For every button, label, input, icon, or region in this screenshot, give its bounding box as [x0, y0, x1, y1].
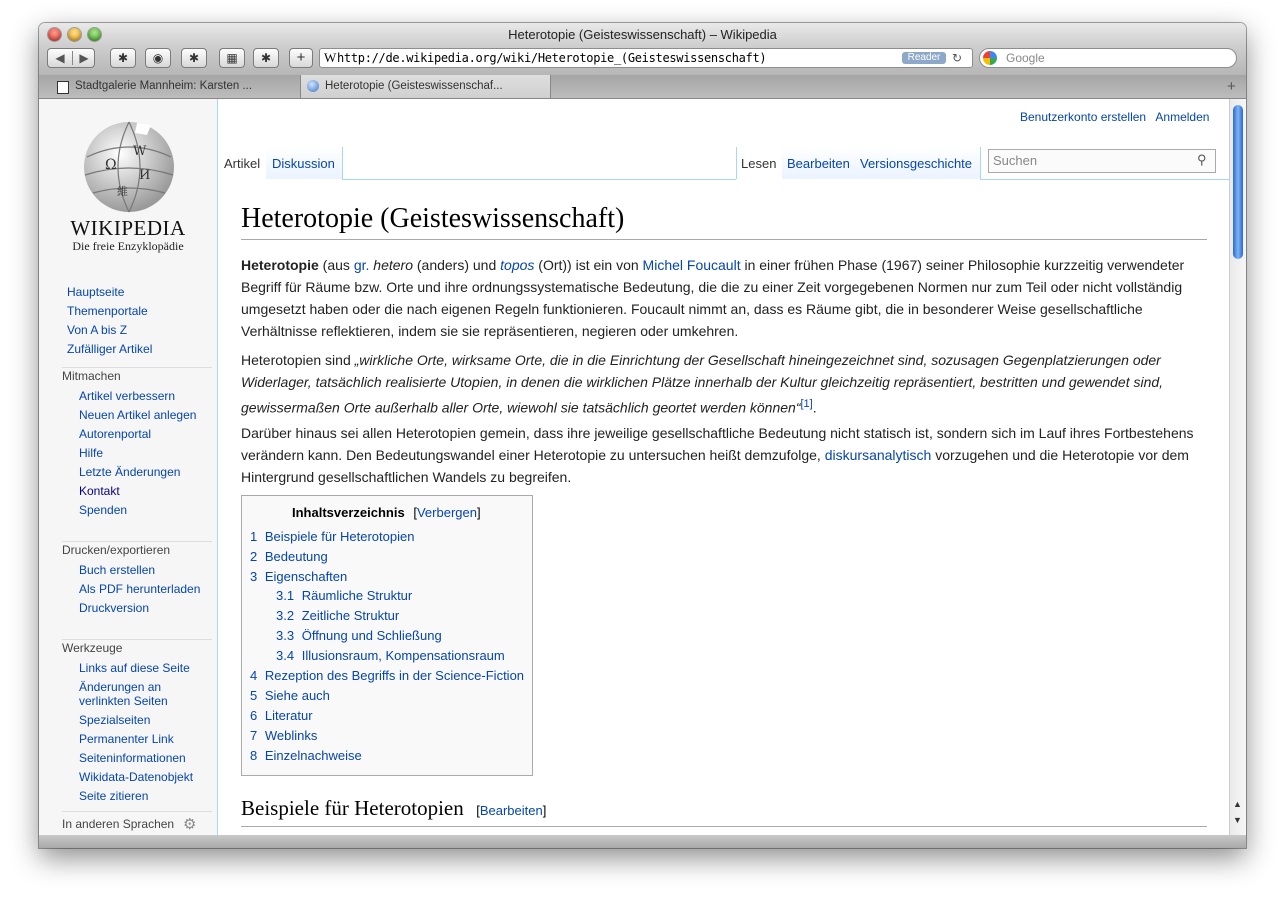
page-title: Heterotopie (Geisteswissenschaft) — [241, 199, 1207, 240]
link-gr[interactable]: gr. — [353, 257, 370, 273]
browser-window — [39, 23, 1246, 848]
tab-label: Lesen — [741, 156, 777, 171]
search-placeholder: Suchen — [993, 153, 1038, 168]
languages-heading: In anderen Sprachen — [62, 817, 175, 831]
reader-button[interactable]: Reader — [902, 52, 946, 64]
toc-number: 2 — [250, 549, 258, 564]
bug-extension-button[interactable] — [110, 48, 136, 68]
link-spezialseiten[interactable]: Spezialseiten — [79, 713, 151, 727]
link-buch-erstellen[interactable]: Buch erstellen — [79, 563, 156, 577]
toc-label: Bedeutung — [264, 549, 328, 564]
grid-icon: ▦ — [226, 51, 238, 65]
toolbar — [39, 45, 1246, 75]
toc-label: Rezeption des Begriffs in der Science-Fiction — [264, 668, 525, 683]
nav-themenportale[interactable]: Themenportale — [67, 304, 148, 318]
toc-subitem[interactable] — [276, 608, 399, 623]
top-sites-button[interactable] — [219, 48, 245, 68]
link-hilfe[interactable]: Hilfe — [79, 446, 104, 460]
vertical-scrollbar[interactable] — [1229, 99, 1246, 835]
link-letzte-aenderungen[interactable]: Letzte Änderungen — [79, 465, 181, 479]
link-autorenportal[interactable]: Autorenportal — [79, 427, 152, 441]
bold-term: Heterotopie — [241, 257, 319, 273]
status-bar — [39, 835, 1246, 848]
reference-link[interactable]: [1] — [800, 398, 813, 410]
zoom-window-button[interactable] — [88, 28, 101, 41]
bug-icon: ✱ — [117, 51, 129, 65]
toc-number: 6 — [250, 708, 258, 723]
bug-extension-button-3[interactable] — [253, 48, 279, 68]
third-paragraph — [241, 422, 1211, 488]
tab-label: Bearbeiten — [787, 156, 850, 171]
text: . — [812, 399, 817, 416]
link-spenden[interactable]: Spenden — [79, 503, 128, 517]
text: Heterotopien sind — [241, 352, 355, 368]
create-account-link[interactable]: Benutzerkonto erstellen — [1020, 110, 1147, 124]
scrollbar-thumb[interactable] — [1233, 105, 1243, 259]
minimize-window-button[interactable] — [68, 28, 81, 41]
tab-label: Diskussion — [272, 156, 335, 171]
link-kontakt[interactable]: Kontakt — [79, 484, 120, 498]
svg-text:W: W — [133, 144, 147, 159]
search-field[interactable] — [979, 48, 1237, 68]
portal-mitmachen — [62, 367, 212, 522]
link-seite-zitieren[interactable]: Seite zitieren — [79, 789, 149, 803]
svg-text:И: И — [139, 168, 151, 183]
toc-number: 3.2 — [276, 608, 295, 623]
new-tab-plus-icon[interactable]: + — [1227, 78, 1236, 95]
toc-label: Öffnung und Schließung — [301, 628, 442, 643]
toc-number: 3.1 — [276, 588, 295, 603]
svg-text:維: 維 — [117, 185, 128, 198]
bracket: ] — [542, 803, 547, 818]
link-topos[interactable]: topos — [500, 257, 535, 273]
tab-label: Stadtgalerie Mannheim: Karsten ... — [75, 80, 253, 92]
toc-item[interactable] — [250, 549, 328, 564]
scroll-up-arrow-icon[interactable]: ▲ — [1233, 799, 1242, 809]
toc-item[interactable] — [250, 529, 414, 544]
tab-lesen[interactable] — [736, 147, 784, 179]
tab-label: Versionsgeschichte — [860, 156, 973, 171]
text: (anders) und — [412, 257, 501, 273]
toc-label: Zeitliche Struktur — [301, 608, 400, 623]
close-window-button[interactable] — [48, 28, 61, 41]
scroll-down-arrow-icon[interactable]: ▼ — [1233, 815, 1242, 825]
nav-von-a-bis-z[interactable]: Von A bis Z — [67, 323, 128, 337]
globe-icon — [307, 80, 319, 92]
reload-icon[interactable]: ↻ — [952, 51, 962, 65]
lens-icon: ◉ — [152, 51, 164, 65]
google-icon — [983, 51, 997, 65]
link-druckversion[interactable]: Druckversion — [79, 601, 150, 615]
text: (Ort)) ist ein von — [534, 257, 643, 273]
tab-artikel[interactable] — [218, 147, 267, 179]
bug-icon: ✱ — [188, 51, 200, 65]
wikipedia-favicon: W — [324, 50, 336, 65]
toc-label: Siehe auch — [264, 688, 330, 703]
link-seiteninformationen[interactable]: Seiteninformationen — [79, 751, 186, 765]
link-michel-foucault[interactable]: Michel Foucault — [642, 257, 741, 273]
link-permanenter-link[interactable]: Permanenter Link — [79, 732, 174, 746]
link-als-pdf[interactable]: Als PDF herunterladen — [79, 582, 201, 596]
toc-number: 3.4 — [276, 648, 295, 663]
search-placeholder: Google — [1006, 51, 1045, 65]
camera-extension-button[interactable] — [145, 48, 171, 68]
sidebar — [39, 99, 218, 835]
toc-number: 3.3 — [276, 628, 295, 643]
languages-portal — [62, 811, 212, 831]
link-wikidata[interactable]: Wikidata-Datenobjekt — [79, 770, 194, 784]
toc-subitem[interactable] — [276, 648, 505, 663]
link-links-auf-diese-seite[interactable]: Links auf diese Seite — [79, 661, 190, 675]
text: Darüber hinaus sei allen Heterotopien gemein, dass ihre jeweilige gesellschaftliche Bedeutung nicht statisch ist, sondern sich im Lauf ihres Fortbestehens verändern kann. Den Bedeutungswandel einer Heterotopie zu untersuchen heißt demzufolge, — [241, 425, 1194, 463]
bracket: ] — [476, 505, 481, 520]
toc-header — [292, 505, 481, 520]
plus-icon: + — [296, 49, 306, 66]
page-content — [39, 99, 1229, 835]
toc-number: 1 — [250, 529, 258, 544]
address-bar[interactable] — [319, 48, 973, 68]
toc-item[interactable] — [250, 688, 330, 703]
toc-subitem[interactable] — [276, 588, 412, 603]
wikipedia-globe-logo[interactable] — [77, 117, 181, 215]
quote-text: „wirkliche Orte, wirksame Orte, die in die Einrichtung der Gesellschaft hineingezeichnet sind, sozusagen Gegenplatzierungen oder Widerlager, tatsächlich realisierte Utopien, in denen die wirklichen Plätze innerhalb der Kultur gleichzeitig repräsentiert, bestritten und gewendet sind, gewissermaßen Orte außerhalb aller Orte, wiewohl sie tatsächlich geortet werden können“ — [241, 352, 1164, 416]
forward-arrow-icon[interactable]: ▶ — [79, 51, 89, 65]
quote-paragraph — [241, 349, 1211, 419]
tab-label: Heterotopie (Geisteswissenschaf... — [325, 80, 503, 92]
portal-werkzeuge — [62, 639, 212, 808]
link-artikel-verbessern[interactable]: Artikel verbessern — [79, 389, 176, 403]
svg-text:Ω: Ω — [105, 157, 117, 173]
toc-number: 5 — [250, 688, 258, 703]
toc-number: 8 — [250, 748, 258, 763]
toc-label: Beispiele für Heterotopien — [264, 529, 415, 544]
section-heading — [241, 796, 1207, 827]
main-navigation — [67, 283, 152, 359]
page-favicon — [57, 81, 69, 94]
toc-label: Weblinks — [264, 728, 318, 743]
window-title: Heterotopie (Geisteswissenschaft) – Wikipedia — [508, 27, 777, 42]
tab-heterotopie[interactable] — [301, 75, 551, 98]
toc-label: Illusionsraum, Kompensationsraum — [301, 648, 505, 663]
italic-hetero: hetero — [373, 257, 413, 273]
toc-number: 4 — [250, 668, 258, 683]
bracket: [ — [413, 505, 417, 520]
portal-heading: Werkzeuge — [62, 641, 123, 655]
wikipedia-tagline: Die freie Enzyklopädie — [72, 239, 184, 253]
toc-label: Räumliche Struktur — [301, 588, 413, 603]
toc-item[interactable] — [250, 728, 317, 743]
nav-hauptseite[interactable]: Hauptseite — [67, 285, 125, 299]
toc-hide-link[interactable]: Verbergen — [416, 505, 477, 520]
toc-item[interactable] — [250, 748, 362, 763]
toc-number: 3 — [250, 569, 258, 584]
section-title: Beispiele für Heterotopien — [241, 796, 464, 820]
tab-bar — [39, 75, 1246, 99]
personal-tools — [1020, 110, 1209, 124]
text: vorzugehen und die Heterotopie vor dem Hintergrund gesellschaftlichen Wandels zu begreifen. — [241, 447, 1189, 485]
add-bookmark-button[interactable] — [289, 48, 313, 68]
tab-stadtgalerie[interactable] — [39, 75, 301, 98]
bracket: [ — [476, 803, 480, 818]
tab-baseline — [980, 179, 1229, 180]
link-diskursanalytisch[interactable]: diskursanalytisch — [824, 447, 932, 463]
section-edit — [476, 803, 546, 818]
table-of-contents — [241, 495, 533, 776]
gear-icon[interactable]: ⚙ — [183, 816, 197, 833]
toc-item[interactable] — [250, 708, 313, 723]
bug-extension-button-2[interactable] — [181, 48, 207, 68]
link-aenderungen-verlinkte[interactable]: Änderungen an verlinkten Seiten — [79, 680, 168, 708]
text: (aus — [318, 257, 354, 273]
text: in einer frühen Phase (1967) seiner Philosophie kurzzeitig verwendeter Begriff für Räume bzw. Orte und ihre ordnungssystematische Bedeutung, die die zu einer Zeit vorgegebenen Normen nur zum Teil oder nicht vollständig umgesetzt haben oder die nach eigenen Regeln funktionieren. Foucault nimmt an, dass es Räume gibt, die in besonderer Weise gesellschaftliche Verhältnisse reflektieren, indem sie sie repräsentieren, negieren oder umkehren. — [241, 257, 1185, 339]
toc-item[interactable] — [250, 668, 524, 683]
tab-versionsgeschichte[interactable] — [854, 147, 981, 179]
toc-label: Einzelnachweise — [264, 748, 362, 763]
url-text[interactable]: http://de.wikipedia.org/wiki/Heterotopie_(Geisteswissenschaft) — [337, 51, 767, 65]
portal-heading: Mitmachen — [62, 369, 121, 383]
wikipedia-wordmark[interactable]: WIKIPEDIA — [70, 216, 186, 240]
toc-item[interactable] — [250, 569, 347, 584]
bug-icon: ✱ — [260, 51, 272, 65]
tab-diskussion[interactable] — [266, 147, 343, 179]
back-forward-buttons[interactable] — [47, 48, 95, 68]
login-link[interactable]: Anmelden — [1155, 110, 1210, 124]
section-edit-link[interactable]: Bearbeiten — [479, 803, 543, 818]
toc-subitem[interactable] — [276, 628, 442, 643]
wiki-search-input[interactable] — [988, 149, 1216, 173]
portal-heading: Drucken/exportieren — [62, 543, 171, 557]
portal-drucken — [62, 541, 212, 620]
title-bar — [39, 23, 1246, 45]
tab-label: Artikel — [224, 156, 261, 171]
tab-bearbeiten[interactable] — [782, 147, 855, 179]
toc-number: 7 — [250, 728, 258, 743]
toc-title: Inhaltsverzeichnis — [292, 505, 405, 520]
back-arrow-icon[interactable]: ◀ — [55, 51, 65, 65]
toc-label: Eigenschaften — [264, 569, 348, 584]
link-neuen-artikel[interactable]: Neuen Artikel anlegen — [79, 408, 197, 422]
intro-paragraph — [241, 254, 1211, 342]
toc-label: Literatur — [264, 708, 313, 723]
nav-zufaelliger-artikel[interactable]: Zufälliger Artikel — [67, 342, 153, 356]
tab-baseline — [342, 179, 736, 180]
search-icon[interactable]: ⚲ — [1197, 152, 1207, 167]
